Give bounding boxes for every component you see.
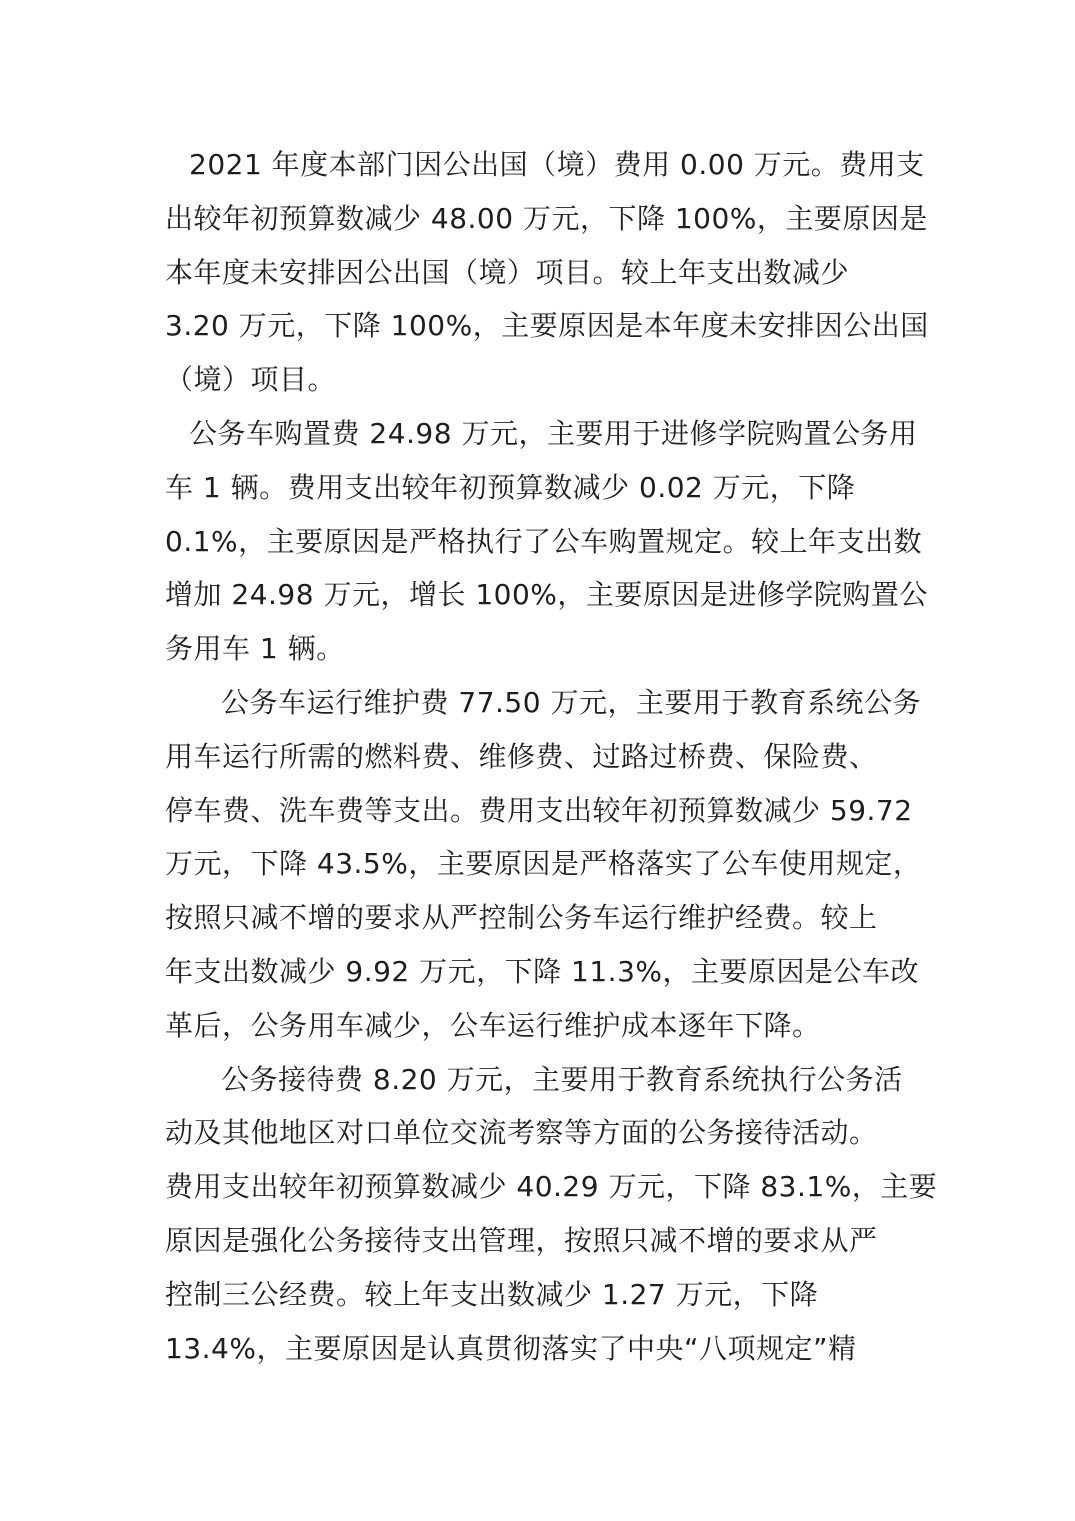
text-line: 用车运行所需的燃料费、维修费、过路过桥费、保险费、 <box>165 739 878 773</box>
paragraph-vehicle-purchase <box>165 407 928 676</box>
text-line: 公务车购置费 24.98 万元，主要用于进修学院购置公务用 <box>189 416 918 450</box>
text-line: 本年度未安排因公出国（境）项目。较上年支出数减少 <box>165 255 850 289</box>
text-line: 万元，下降 43.5%，主要原因是严格落实了公车使用规定， <box>165 847 922 881</box>
text-line: 费用支出较年初预算数减少 40.29 万元，下降 83.1%，主要 <box>165 1170 938 1204</box>
text-line: 革后，公务用车减少，公车运行维护成本逐年下降。 <box>165 1008 821 1042</box>
text-line: 车 1 辆。费用支出较年初预算数减少 0.02 万元，下降 <box>165 470 856 504</box>
text-line: 停车费、洗车费等支出。费用支出较年初预算数减少 59.72 <box>165 793 913 827</box>
text-line: 0.1%，主要原因是严格执行了公车购置规定。较上年支出数 <box>165 524 923 558</box>
text-line: 务用车 1 辆。 <box>165 632 345 666</box>
text-line: 2021 年度本部门因公出国（境）费用 0.00 万元。费用支 <box>189 148 925 181</box>
text-line: 公务接待费 8.20 万元，主要用于教育系统执行公务活 <box>221 1062 903 1096</box>
text-line: 控制三公经费。较上年支出数减少 1.27 万元，下降 <box>165 1277 819 1311</box>
text-line: 3.20 万元，下降 100%，主要原因是本年度未安排因公出国 <box>165 309 929 343</box>
text-line: 增加 24.98 万元，增长 100%，主要原因是进修学院购置公 <box>165 578 928 612</box>
text-line: 按照只减不增的要求从严控制公务车运行维护经费。较上 <box>165 901 878 935</box>
text-line: 出较年初预算数减少 48.00 万元，下降 100%，主要原因是 <box>165 201 928 235</box>
text-line: （境）项目。 <box>165 363 337 397</box>
paragraph-overseas-travel <box>165 138 929 407</box>
text-line: 13.4%，主要原因是认真贯彻落实了中央“八项规定”精 <box>165 1331 857 1365</box>
text-line: 动及其他地区对口单位交流考察等方面的公务接待活动。 <box>165 1116 878 1150</box>
text-line: 原因是强化公务接待支出管理，按照只减不增的要求从严 <box>165 1223 878 1257</box>
paragraph-official-reception <box>165 1053 938 1376</box>
text-line: 公务车运行维护费 77.50 万元，主要用于教育系统公务 <box>221 685 921 719</box>
text-line: 年支出数减少 9.92 万元，下降 11.3%，主要原因是公车改 <box>165 954 919 988</box>
paragraph-vehicle-operation <box>165 676 925 1053</box>
document-body <box>165 138 938 1375</box>
